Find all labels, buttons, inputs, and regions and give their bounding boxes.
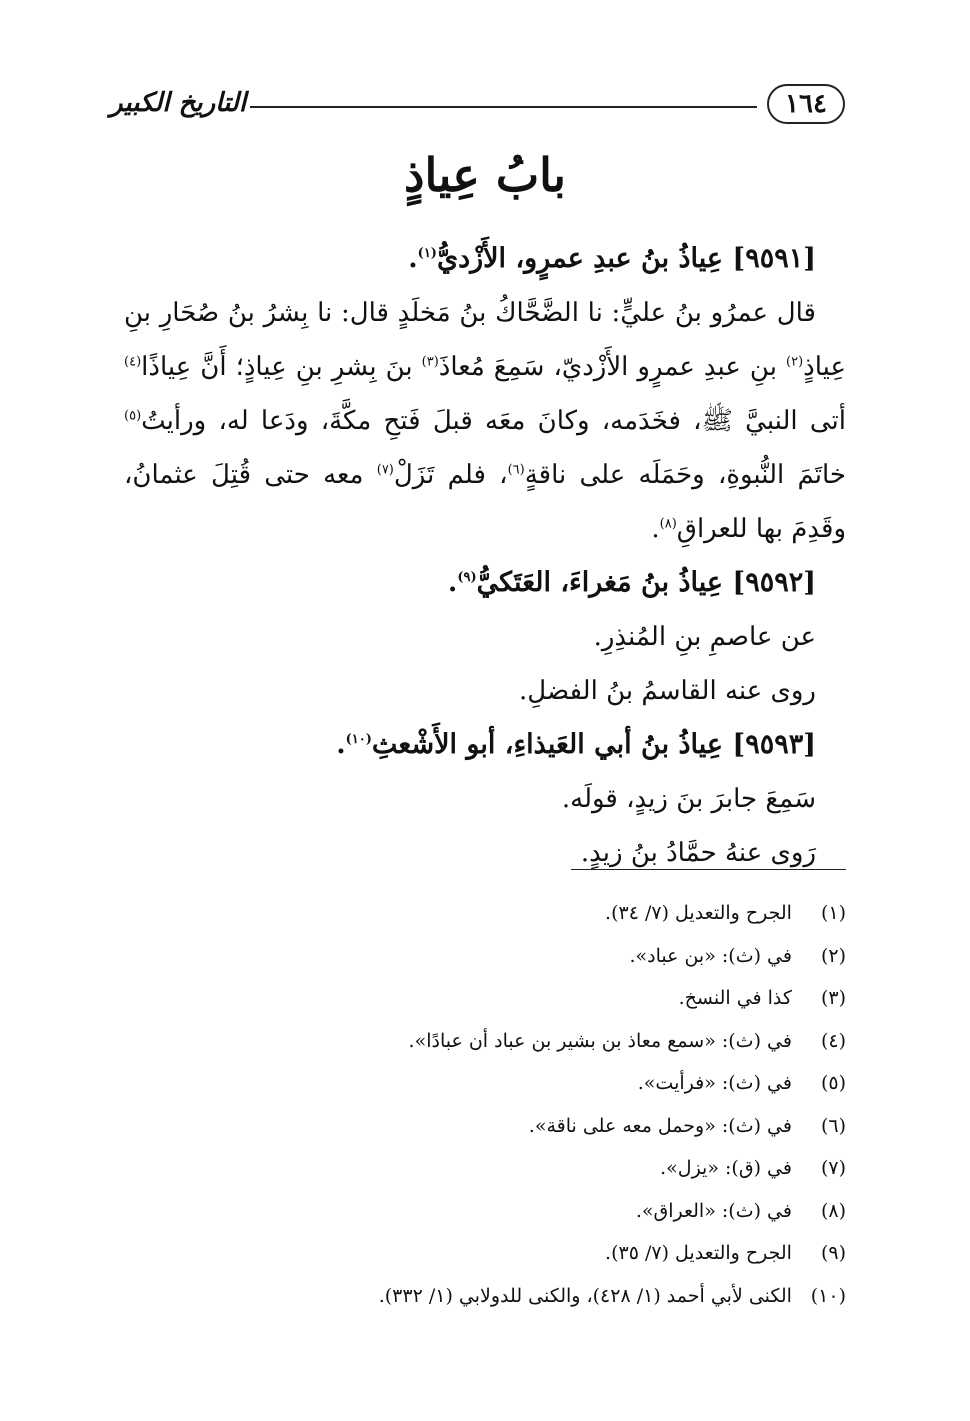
footnote: (٩) الجرح والتعديل (٧/ ٣٥). (605, 1242, 846, 1264)
entry-line: سَمِعَ جابرَ بنَ زيدٍ، قولَه. (561, 784, 816, 814)
footnote-marker: (٩) (457, 570, 477, 585)
entry-line: روى عنه القاسمُ بنُ الفضلِ. (519, 676, 816, 706)
footnote: (٥) في (ث): «فرأيت». (637, 1072, 846, 1094)
entry-line: رَوى عنهُ حمَّادُ بنُ زيدٍ. (580, 838, 816, 868)
running-title: التاريخ الكبير (110, 88, 247, 118)
page-header (110, 82, 845, 132)
footnote: (٧) في (ق): «يزل». (660, 1157, 846, 1179)
footnote: (٨) في (ث): «العراق». (635, 1199, 846, 1222)
footnote: (٤) في (ث): «سمع معاذ بن بشير بن عباد أن عبادًا». (408, 1029, 846, 1052)
footnote-separator (571, 869, 846, 870)
footnote-marker: (٧) (376, 462, 394, 478)
entry-heading-text: [٩٥٩٢] عِياذُ بنُ مَغراءَ، العَتَكيُّ (476, 567, 816, 598)
footnote-marker: (٥) (124, 408, 142, 424)
entry-heading-text: [٩٥٩٣] عِياذُ بنُ أبي العَيذاءِ، أبو الأَشْعثِ (371, 729, 816, 760)
chapter-title: بابُ عِياذٍ (404, 148, 566, 202)
footnote-marker: (٦) (507, 462, 525, 478)
main-text (124, 232, 846, 880)
entry-line: عن عاصمِ بنِ المُنذِرِ. (593, 622, 816, 652)
footnote: (٢) في (ث): «بن عباد». (629, 944, 846, 967)
footnote-marker: (٢) (786, 354, 804, 370)
footnote-marker: (٣) (421, 354, 439, 370)
footnote: (٦) في (ث): «وحمل معه على ناقة». (528, 1114, 846, 1137)
page-number-badge: ١٦٤ (767, 84, 845, 124)
entry-heading-text: [٩٥٩١] عِياذُ بنُ عبدِ عمرٍو، الأَزْديُّ (436, 243, 816, 274)
footnote-marker: (٤) (124, 354, 142, 370)
footnote: (٣) كذا في النسخ. (678, 987, 846, 1009)
footnotes (124, 892, 846, 1317)
footnote-marker: (٨) (659, 516, 677, 532)
footnote-marker: (١) (417, 246, 437, 261)
entry-heading: [٩٥٩٢] عِياذُ بنُ مَغراءَ، العَتَكيُّ$^{(٩)}$. (447, 567, 816, 598)
entry-paragraph: قال عمرُو بنُ عليٍّ: نا الضَّحَّاكُ بنُ مَخلَدٍ قال: نا بِشرُ بنُ صُحَارِ بنِ عِياذٍ$^{(٢)}$ بنِ عبدِ عمرٍو الأَزْديّ، سَمِعَ مُعاذَ$^{(٣)}$ بنَ بِشرِ بنِ عِياذٍ؛ أَنَّ عِياذًا$^{(٤)}$ أتى النبيَّ ﷺ، فخَدَمه، وكانَ معَه قبلَ فَتحِ مكَّةَ، ودَعا له، ورأيتُ$^{(٥)}$ خاتَمَ النُّبوةِ، وحَمَلَه على ناقةٍ$^{(٦)}$، فلم تَزَلْ$^{(٧)}$ معه حتى قُتِلَ عثمانُ، وقَدِمَ بها للعراقِ$^{(٨)}$. (124, 298, 847, 544)
footnote: (١) الجرح والتعديل (٧/ ٣٤). (605, 902, 846, 924)
footnote-marker: (١٠) (345, 732, 372, 747)
entry-heading: [٩٥٩٣] عِياذُ بنُ أبي العَيذاءِ، أبو الأَشْعثِ$^{(١٠)}$. (336, 729, 816, 760)
entry-heading: [٩٥٩١] عِياذُ بنُ عبدِ عمرٍو، الأَزْديُّ$^{(١)}$. (408, 243, 816, 274)
header-rule (250, 106, 757, 108)
footnote: (١٠) الكنى لأبي أحمد (١/ ٤٢٨)، والكنى للدولابي (١/ ٣٣٢). (378, 1284, 846, 1307)
